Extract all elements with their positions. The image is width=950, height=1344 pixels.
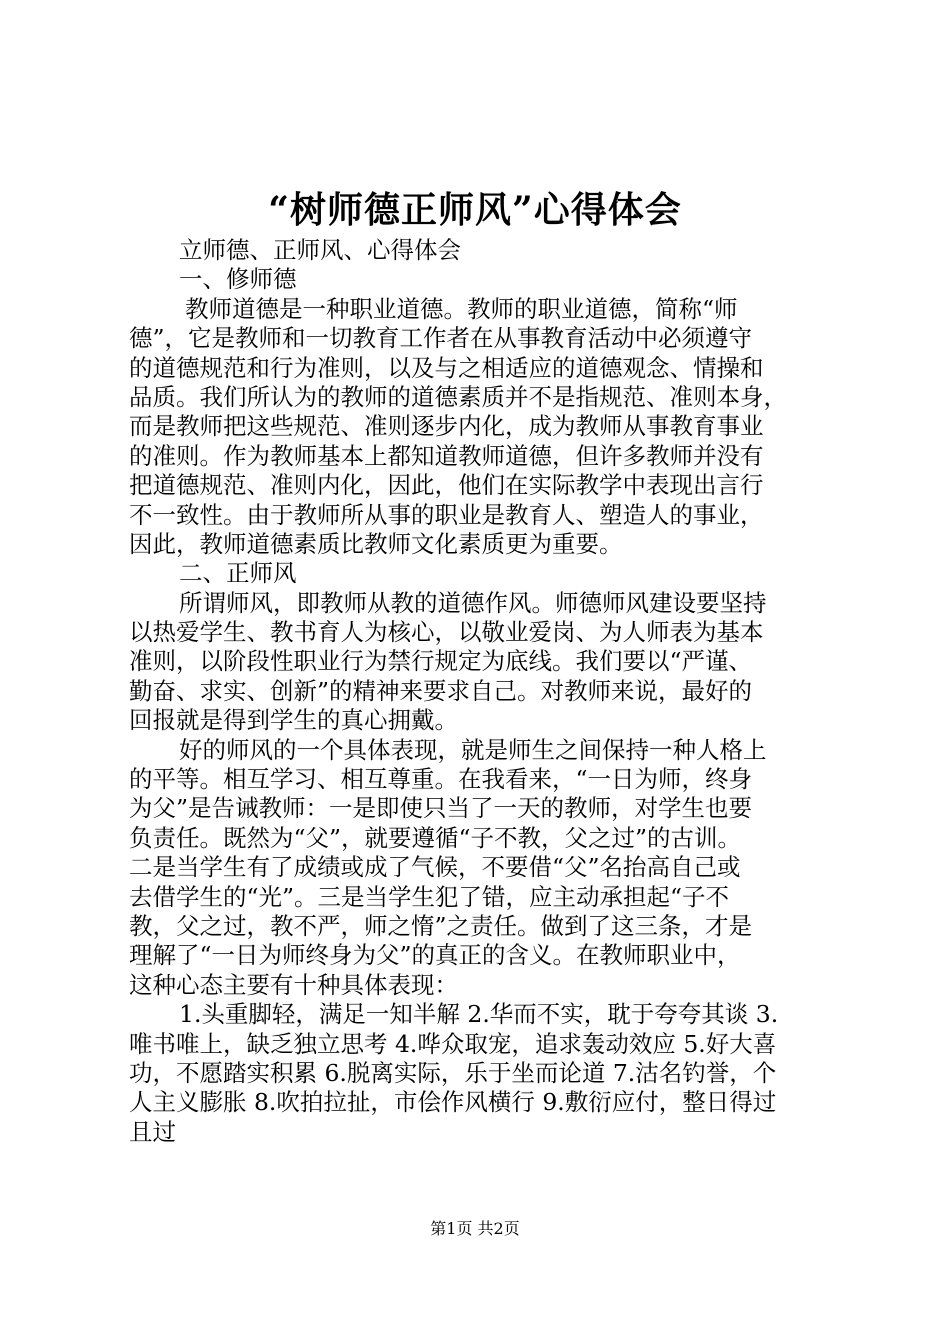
text-line: 的准则。作为教师基本上都知道教师道德，但许多教师并没有	[129, 441, 764, 470]
text-line: 负责任。既然为“父”，就要遵循“子不教，父之过”的古训。	[129, 823, 742, 852]
text-line: 理解了“一日为师终身为父”的真正的含义。在教师职业中，	[129, 941, 741, 970]
text-line: 把道德规范、准则内化，因此，他们在实际教学中表现出言行	[129, 471, 764, 500]
text-line: 因此，教师道德素质比教师文化素质更为重要。	[129, 529, 623, 558]
text-line: 为父”是告诫教师：一是即使只当了一天的教师，对学生也要	[129, 794, 753, 823]
text-line: 准则，以阶段性职业行为禁行规定为底线。我们要以“严谨、	[129, 647, 753, 676]
text-line: 且过	[129, 1117, 176, 1146]
text-line: 一、修师德	[179, 265, 297, 294]
text-line: 所谓师风，即教师从教的道德作风。师德师风建设要坚持	[179, 588, 767, 617]
text-line: 的道德规范和行为准则，以及与之相适应的道德观念、情操和	[129, 353, 764, 382]
text-line: 不一致性。由于教师所从事的职业是教育人、塑造人的事业，	[129, 500, 764, 529]
text-line: 以热爱学生、教书育人为核心，以敬业爱岗、为人师表为基本	[129, 618, 764, 647]
text-line: 这种心态主要有十种具体表现：	[129, 970, 458, 999]
text-line: 教师道德是一种职业道德。教师的职业道德，简称“师	[185, 294, 738, 323]
text-line: 回报就是得到学生的真心拥戴。	[129, 706, 458, 735]
text-line: 立师德、正师风、心得体会	[179, 236, 461, 264]
document-title: “树师德正师风”心得体会	[268, 189, 682, 231]
text-line: 德”，它是教师和一切教育工作者在从事教育活动中必须遵守	[129, 324, 753, 353]
text-line: 品质。我们所认为的教师的道德素质并不是指规范、准则本身，	[129, 382, 787, 411]
text-line: 教，父之过，教不严，师之惰”之责任。做到了这三条，才是	[129, 911, 753, 940]
text-line: 的平等。相互学习、相互尊重。在我看来，“一日为师，终身	[129, 765, 753, 794]
text-line: 而是教师把这些规范、准则逐步内化，成为教师从事教育事业	[129, 412, 764, 441]
document-body	[129, 236, 833, 1147]
text-line: 1.头重脚轻，满足一知半解 2.华而不实，耽于夸夸其谈 3.	[179, 1000, 779, 1029]
text-line: 好的师风的一个具体表现，就是师生之间保持一种人格上	[179, 735, 767, 764]
page-footer: 第1页 共2页	[430, 1219, 520, 1238]
text-line: 功，不愿踏实积累 6.脱离实际，乐于坐而论道 7.沽名钓誉，个	[129, 1058, 777, 1087]
text-line: 人主义膨胀 8.吹拍拉扯，市侩作风横行 9.敷衍应付，整日得过	[129, 1088, 777, 1117]
text-line: 去借学生的“光”。三是当学生犯了错，应主动承担起“子不	[129, 882, 730, 911]
text-line: 唯书唯上，缺乏独立思考 4.哗众取宠，追求轰动效应 5.好大喜	[129, 1029, 777, 1058]
text-line: 勤奋、求实、创新”的精神来要求自己。对教师来说，最好的	[129, 676, 753, 705]
text-line: 二是当学生有了成绩或成了气候，不要借“父”名抬高自己或	[129, 853, 741, 882]
text-line: 二、正师风	[179, 559, 297, 588]
